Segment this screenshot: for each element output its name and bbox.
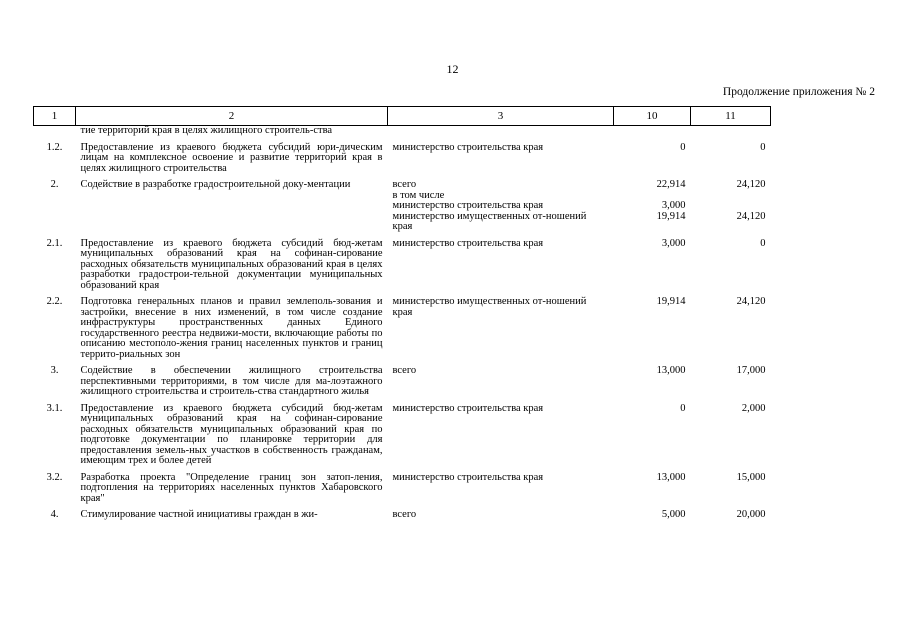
row-measure-name: Предоставление из краевого бюджета субсидий бюд-жетам муниципальных образований края на софинан-сирование расходных обязательств муниципальных образований края по подготовке документации по планировке территории для предоставления земель-ных участков в собственность гражданам, имеющим трех и более детей (80, 402, 383, 466)
row-value-col10: 13,000 (656, 365, 686, 376)
row-number (34, 191, 76, 202)
row-value-col11 (691, 191, 771, 202)
row-measure-name (76, 191, 388, 202)
continuation-label: Продолжение приложения № 2 (722, 86, 875, 98)
row-value-col10: 3,000 (661, 237, 686, 249)
row-number: 3.2. (46, 471, 63, 483)
row-value-col11: 24,120 (736, 179, 766, 190)
row-number: 2. (50, 179, 59, 190)
row-measure-name: Содействие в разработке градостроительной доку-ментации (80, 179, 351, 190)
column-header: 2 (76, 107, 388, 126)
column-header: 10 (614, 107, 691, 126)
table-row (34, 180, 771, 191)
row-measure-name: Разработка проекта "Определение границ зон затоп-ления, подтопления на территориях населенных пунктов Хабаровского края" (80, 471, 383, 504)
row-executor: министерство строительства края (392, 471, 544, 483)
row-number (34, 126, 76, 143)
measures-table (33, 106, 771, 521)
row-value-col10 (614, 126, 691, 143)
row-value-col11 (691, 201, 771, 212)
row-value-col11: 17,000 (736, 365, 766, 376)
table-body (34, 126, 771, 521)
row-executor: министерство строительства края (392, 141, 544, 153)
table-row (34, 201, 771, 212)
row-measure-name: Предоставление из краевого бюджета субсидий юри-дическим лицам на комплексное освоение и развитие территорий края в целях жилищного строительства (80, 141, 383, 174)
row-value-col11: 0 (760, 237, 766, 249)
row-value-col10: 3,000 (661, 200, 686, 211)
row-executor: министерство строительства края (392, 237, 544, 249)
table-row (34, 366, 771, 404)
column-header: 3 (388, 107, 614, 126)
row-number: 1.2. (46, 141, 63, 153)
row-measure-name (76, 201, 388, 212)
table-row (34, 212, 771, 239)
row-executor: министерство строительства края (392, 402, 544, 414)
row-executor (388, 126, 614, 143)
table-row (34, 143, 771, 181)
row-measure-name (76, 212, 388, 239)
row-value-col10: 19,914 (656, 210, 686, 222)
table-row (34, 510, 771, 521)
row-number: 2.1. (46, 237, 63, 249)
row-executor: министерство имущественных от-ношений края (392, 296, 587, 318)
row-executor: министерство имущественных от-ношений края (392, 210, 587, 232)
row-value-col11: 2,000 (741, 402, 766, 414)
table-row (34, 297, 771, 366)
row-measure-name: Предоставление из краевого бюджета субсидий бюд-жетам муниципальных образований края на софинан-сирование расходных обязательств муниципальных образований края в целях разработки градострои-тельной документации муниципальных образований края (80, 237, 383, 291)
row-value-col11 (691, 126, 771, 143)
row-value-col11: 20,000 (736, 509, 766, 520)
row-value-col11: 15,000 (736, 471, 766, 483)
row-executor: всего (392, 365, 417, 376)
row-executor: в том числе (392, 189, 445, 201)
row-number (34, 212, 76, 239)
table-row (34, 239, 771, 298)
row-measure-name: тие территорий края в целях жилищного строитель-ства (80, 125, 333, 136)
row-value-col11: 0 (760, 141, 766, 153)
table-header-row (34, 107, 771, 126)
row-value-col10: 13,000 (656, 471, 686, 483)
row-number: 3.1. (46, 402, 63, 414)
column-header: 11 (691, 107, 771, 126)
row-value-col11: 24,120 (736, 296, 766, 307)
row-measure-name: Подготовка генеральных планов и правил землеполь-зования и застройки, внесение в них изменений, в том числе создание инфраструктуры пространственных данных Единого государственного реестра недвижи-мости, включающие работы по описанию местополо-жения границ населенных пунктов и границ террито-риальных зон (80, 296, 383, 360)
row-executor: министерство строительства края (392, 200, 544, 211)
row-value-col10: 22,914 (656, 179, 686, 190)
row-number: 2.2. (46, 296, 63, 307)
row-value-col10: 0 (680, 402, 686, 414)
row-measure-name: Содействие в обеспечении жилищного строительства перспективными территориями, в том числе для ма-лоэтажного жилищного строительства и строитель-ства стандартного жилья (80, 365, 383, 397)
row-value-col11: 24,120 (736, 210, 766, 222)
row-value-col10: 0 (680, 141, 686, 153)
row-number: 4. (50, 509, 59, 520)
row-executor: всего (392, 509, 417, 520)
row-number (34, 201, 76, 212)
row-measure-name: Стимулирование частной инициативы граждан в жи- (80, 509, 318, 520)
column-header: 1 (34, 107, 76, 126)
row-number: 3. (50, 365, 59, 376)
row-value-col10: 5,000 (661, 509, 686, 520)
table-row (34, 404, 771, 473)
table-row (34, 473, 771, 511)
row-executor: всего (392, 179, 417, 190)
table-row (34, 126, 771, 143)
row-value-col10: 19,914 (656, 296, 686, 307)
page-number: 12 (446, 62, 459, 76)
